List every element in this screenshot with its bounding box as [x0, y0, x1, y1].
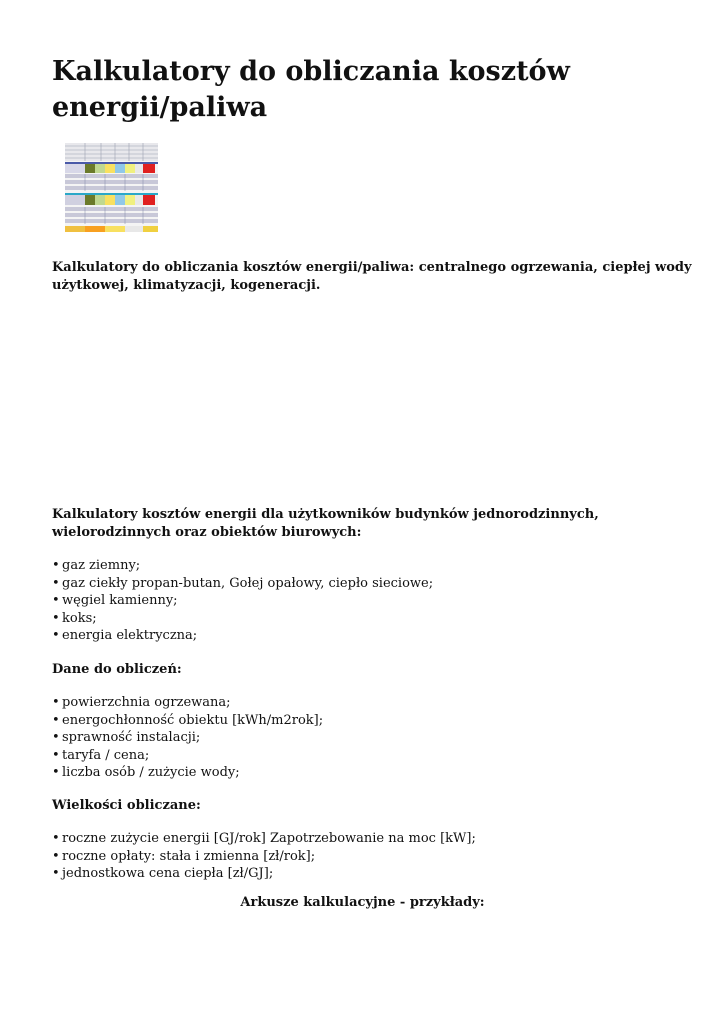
spreadsheet-examples-heading: Arkusze kalkulacyjne - przykłady: [240, 895, 485, 910]
list-item: • węgiel kamienny; [52, 592, 652, 610]
list-item: • jednostkowa cena ciepła [zł/GJ]; [52, 865, 652, 883]
list-item: • roczne zużycie energii [GJ/rok] Zapotrzebowanie na moc [kW]; [52, 830, 652, 848]
computed-values-list [52, 830, 652, 883]
spreadsheet-thumbnail [65, 143, 158, 232]
list-item: • liczba osób / zużycie wody; [52, 764, 652, 782]
list-item: • powierzchnia ogrzewana; [52, 694, 652, 712]
intro-paragraph: Kalkulatory do obliczania kosztów energii/paliwa: centralnego ogrzewania, ciepłej wody użytkowej, klimatyzacji, kogeneracji. [52, 260, 692, 293]
list-item: • roczne opłaty: stała i zmienna [zł/rok]; [52, 848, 652, 866]
list-item: • gaz ciekły propan-butan, Gołej opałowy, ciepło sieciowe; [52, 575, 652, 593]
list-item: • sprawność instalacji; [52, 729, 652, 747]
section-heading-calculators: Kalkulatory kosztów energii dla użytkowników budynków jednorodzinnych, wielorodzinnych oraz obiektów biurowych: [52, 507, 599, 540]
section-heading-input-data: Dane do obliczeń: [52, 662, 182, 677]
input-data-list [52, 694, 652, 782]
fuel-list [52, 557, 652, 645]
list-item: • taryfa / cena; [52, 747, 652, 765]
list-item: • gaz ziemny; [52, 557, 652, 575]
section-heading-computed: Wielkości obliczane: [52, 798, 201, 813]
list-item: • koks; [52, 610, 652, 628]
page-title: Kalkulatory do obliczania kosztów energii/paliwa [52, 56, 570, 123]
list-item: • energochłonność obiektu [kWh/m2rok]; [52, 712, 652, 730]
list-item: • energia elektryczna; [52, 627, 652, 645]
